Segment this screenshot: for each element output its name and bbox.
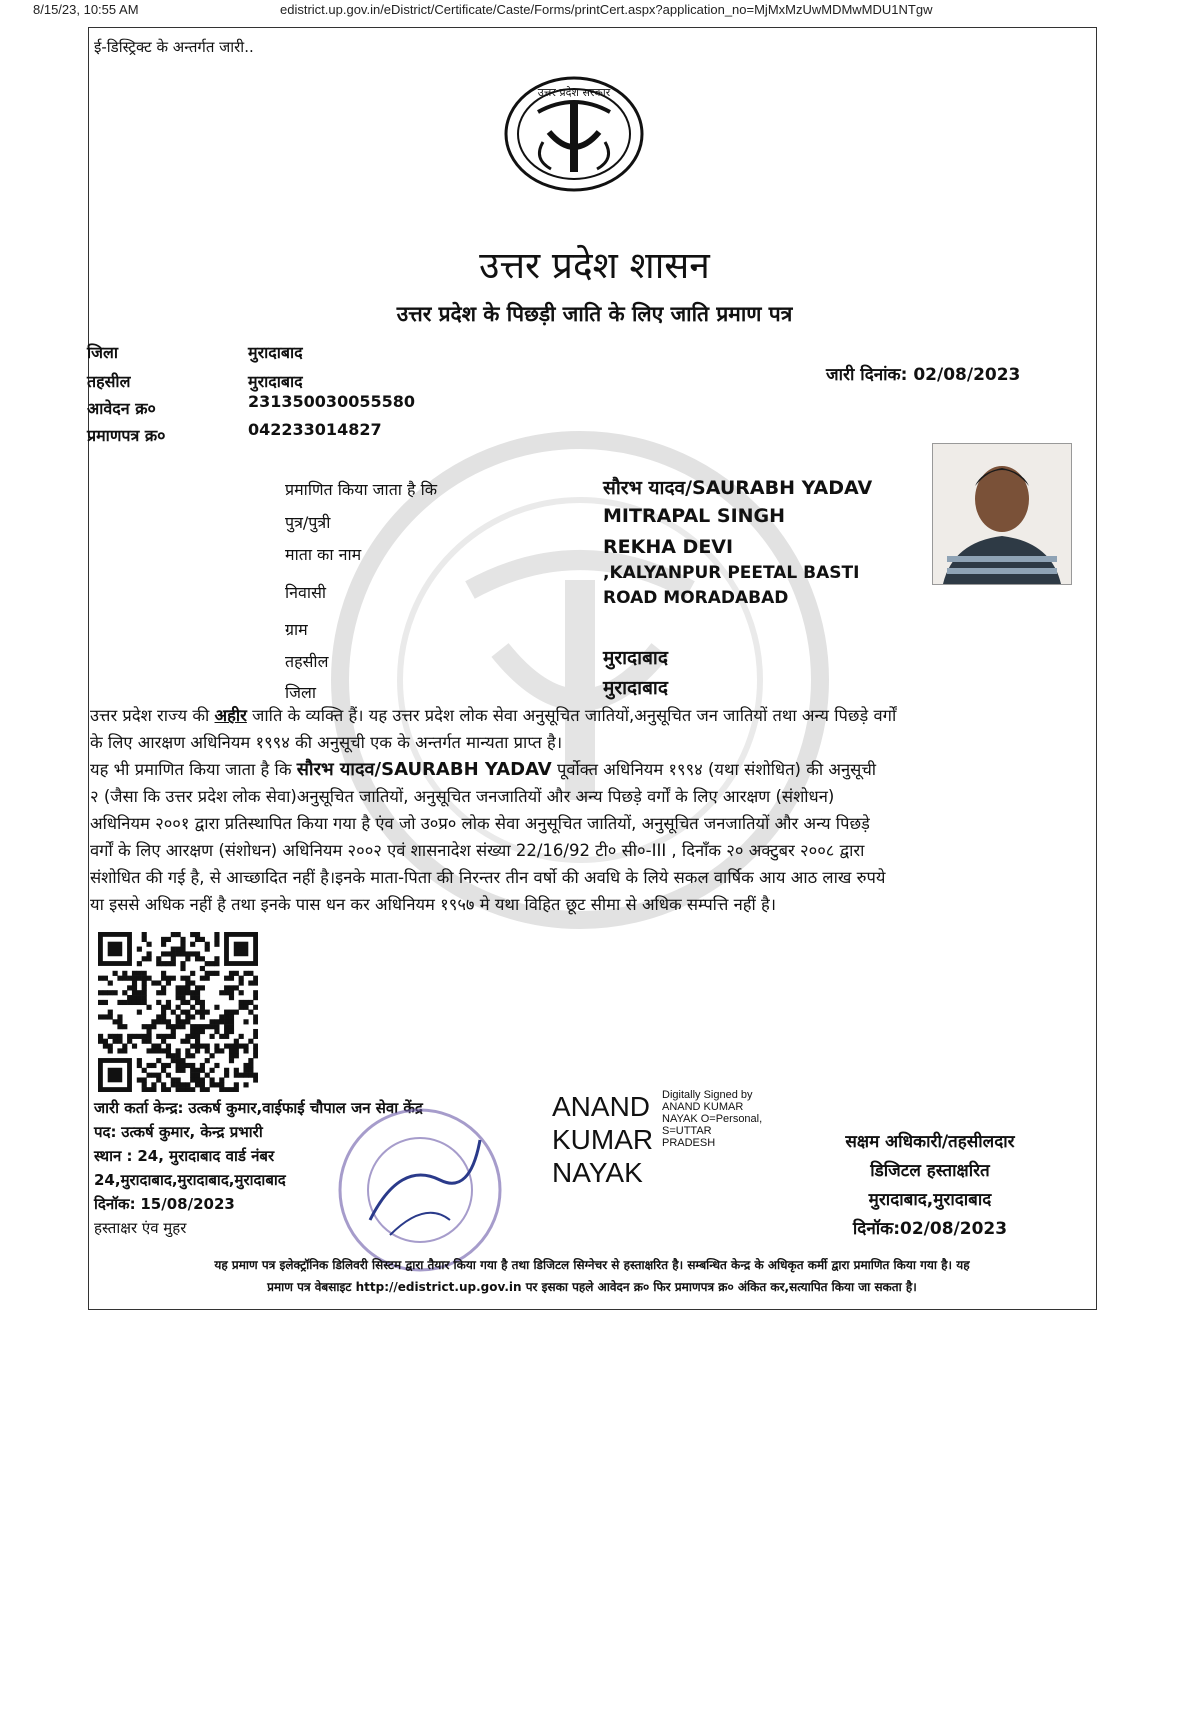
paragraph-line-1: उत्तर प्रदेश राज्य की अहीर जाति के व्यक्ति हैं। यह उत्तर प्रदेश लोक सेवा अनुसूचित जातियों,अनुसूचित जन जातियों तथा अन्य पिछड़े वर्गों	[90, 706, 897, 725]
paragraph-applicant-name: सौरभ यादव/SAURABH YADAV	[296, 759, 552, 780]
address-line-1: ,KALYANPUR PEETAL BASTI	[603, 563, 860, 583]
issuer-place: स्थान : 24, मुरादाबाद वार्ड नंबर	[94, 1147, 275, 1165]
father-name: MITRAPAL SINGH	[603, 505, 786, 527]
up-emblem-icon	[503, 74, 645, 194]
authority-block	[800, 1128, 1060, 1244]
certificate-no-label: प्रमाणपत्र क्र०	[87, 426, 166, 445]
print-url: edistrict.up.gov.in/eDistrict/Certificate/Caste/Forms/printCert.aspx?application_no=MjMxMzUwMDMwMDU1NTgw	[280, 2, 933, 17]
district-label: जिला	[87, 343, 119, 362]
paragraph-line-2: के लिए आरक्षण अधिनियम १९९४ की अनुसूची एक के अन्तर्गत मान्यता प्राप्त है।	[90, 733, 563, 752]
print-timestamp: 8/15/23, 10:55 AM	[33, 2, 139, 17]
details-tehsil-label: तहसील	[285, 652, 329, 671]
certified-label: प्रमाणित किया जाता है कि	[285, 480, 438, 499]
paragraph-line-3: यह भी प्रमाणित किया जाता है कि सौरभ यादव/SAURABH YADAV पूर्वोक्त अधिनियम १९९४ (यथा संशोधित) की अनुसूची	[90, 759, 877, 780]
issuer-center: जारी कर्ता केन्द्र: उत्कर्ष कुमार,वाईफाई चौपाल जन सेवा केंद्र	[94, 1099, 423, 1117]
issuer-post: पद: उत्कर्ष कुमार, केन्द्र प्रभारी	[94, 1123, 263, 1141]
applicant-photo	[932, 443, 1072, 585]
certification-paragraph	[90, 702, 1090, 918]
seal-stamp	[330, 1100, 510, 1280]
digital-signature-details: Digitally Signed by ANAND KUMAR NAYAK O=Personal, S=UTTAR PRADESH	[662, 1089, 763, 1149]
village-label: ग्राम	[285, 620, 308, 639]
emblem-text: उत्तर प्रदेश सरकार	[537, 86, 611, 99]
son-of-label: पुत्र/पुत्री	[285, 513, 331, 532]
mother-label: माता का नाम	[285, 545, 362, 564]
applicant-name: सौरभ यादव/SAURABH YADAV	[603, 477, 873, 499]
address-line-2: ROAD MORADABAD	[603, 588, 789, 608]
authority-digital: डिजिटल हस्ताक्षरित	[870, 1161, 990, 1181]
mother-name: REKHA DEVI	[603, 536, 734, 558]
details-tehsil-value: मुरादाबाद	[603, 647, 668, 669]
authority-date: दिनॉक:02/08/2023	[852, 1219, 1008, 1239]
authority-title: सक्षम अधिकारी/तहसीलदार	[845, 1132, 1015, 1152]
district-value: मुरादाबाद	[248, 343, 303, 362]
certificate-title: उत्तर प्रदेश शासन	[479, 244, 710, 287]
issuer-date: दिनॉक: 15/08/2023	[94, 1195, 235, 1213]
sign-seal-label: हस्ताक्षर एंव मुहर	[94, 1219, 187, 1237]
tehsil-value: मुरादाबाद	[248, 372, 303, 391]
tehsil-label: तहसील	[87, 372, 131, 391]
authority-place: मुरादाबाद,मुरादाबाद	[868, 1190, 992, 1210]
verification-note: यह प्रमाण पत्र इलेक्ट्रॉनिक डिलिवरी सिस्टम द्वारा तैयार किया गया है तथा डिजिटल सिग्नेचर से हस्ताक्षरित है। सम्बन्धित केन्द्र के अधिकृत कर्मी द्वारा प्रमाणित किया गया है। यह प्रमाण पत्र वेबसाइट http://edistrict.up.gov.in पर इसका पहले आवेदन क्र० फिर प्रमाणपत्र क्र० अंकित कर,सत्यापित किया जा सकता है।	[214, 1258, 970, 1294]
issued-under-text: ई-डिस्ट्रिक्ट के अन्तर्गत जारी..	[94, 38, 254, 56]
paragraph-line-5: अधिनियम २००१ द्वारा प्रतिस्थापित किया गया है एंव जो उ०प्र० लोक सेवा अनुसूचित जातियों, अनुसूचित जनजातियों और अन्य पिछड़े	[90, 814, 870, 833]
issue-date-label: जारी दिनांक:	[826, 365, 908, 385]
certificate-number: 042233014827	[248, 420, 382, 439]
paragraph-line-6: वर्गों के लिए आरक्षण (संशोधन) अधिनियम २००२ एवं शासनादेश संख्या 22/16/92 टी० सी०-III , दिनाँक २० अक्टुबर २००८ द्वारा	[90, 841, 865, 860]
qr-code[interactable]	[98, 932, 258, 1092]
issue-date-value: 02/08/2023	[913, 365, 1021, 385]
paragraph-line-7: संशोधित की गई है, से आच्छादित नहीं है।इनके माता-पिता की निरन्तर तीन वर्षो की अवधि के लिये सकल वार्षिक आय आठ लाख रुपये	[90, 868, 886, 887]
resident-label: निवासी	[285, 583, 327, 602]
paragraph-line-8: या इससे अधिक नहीं है तथा इनके पास धन कर अधिनियम १९५७ मे यथा विहित छूट सीमा से अधिक सम्पत्ति नहीं है।	[90, 895, 777, 914]
caste-name: अहीर	[214, 706, 247, 725]
paragraph-line-4: २ (जैसा कि उत्तर प्रदेश लोक सेवा)अनुसूचित जातियों, अनुसूचित जनजातियों और अन्य पिछड़े वर्गों के लिए आरक्षण (संशोधन)	[90, 787, 835, 806]
application-number: 231350030055580	[248, 392, 415, 411]
details-district-value: मुरादाबाद	[603, 677, 668, 699]
certificate-subtitle: उत्तर प्रदेश के पिछड़ी जाति के लिए जाति प्रमाण पत्र	[396, 302, 793, 326]
application-label: आवेदन क्र०	[87, 399, 156, 418]
issue-date	[826, 362, 1020, 385]
details-district-label: जिला	[285, 683, 317, 702]
digital-signer-name: ANAND KUMAR NAYAK	[552, 1091, 654, 1188]
issuer-place-2: 24,मुरादाबाद,मुरादाबाद,मुरादाबाद	[94, 1171, 286, 1189]
